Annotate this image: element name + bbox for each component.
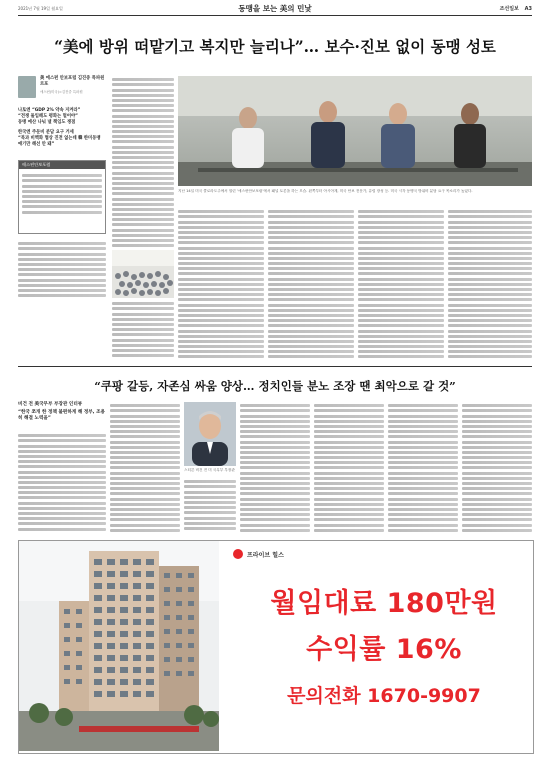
story1-text-col4	[358, 208, 444, 360]
sidebar-point: 나토엔 “GDP 2% 약속 지켜라”	[18, 108, 81, 113]
ad-yield-line: 수익률 16%	[306, 634, 462, 665]
story2-sub-kicker: 비건 전 美국무부 부장관 인터뷰	[18, 402, 83, 407]
sidebar-dateline: 애스펀(미국)=김진중 특파원	[40, 90, 83, 95]
story-divider	[18, 366, 532, 367]
ad-phone-line[interactable]: 문의전화 1670-9907	[287, 685, 481, 707]
audience-image	[112, 250, 174, 298]
sidebar-point: “전쟁 돌입해도 평화는 멀어야”	[18, 114, 78, 119]
paper-name: 조선일보	[499, 6, 519, 12]
ad-rent-line: 월임대료 180만원	[270, 588, 498, 619]
story1-text-col5	[448, 208, 532, 360]
sidebar-text	[18, 240, 106, 320]
story1-sidebar	[18, 76, 106, 356]
paper-and-page	[500, 5, 532, 12]
sidebar-box-body	[19, 169, 105, 233]
story2-headline: “쿠팡 갈등, 자존심 싸움 양상… 정치인들 분노 조장 땐 최악으로 갈 것”	[94, 379, 456, 393]
brand-logo-icon	[233, 549, 243, 559]
sidebar-box-title: 애스펀안보포럼	[19, 161, 105, 169]
panel-discussion-image	[178, 76, 532, 186]
page-number: A3	[524, 6, 532, 12]
brand-name: 프라이브 힐스	[247, 551, 284, 559]
sidebar-point: “북과 비핵화 협상 진전 없는데 韓 한미동맹 얘기만 해선 안 돼”	[18, 136, 101, 147]
story2-photo-caption: 스티븐 비건 전 미 국무부 부장관	[184, 468, 235, 472]
header-rule	[18, 15, 532, 16]
story1-text-col1	[112, 76, 174, 248]
sidebar-point: 한국엔 주둔비 분담 요구 거세	[18, 130, 74, 135]
story2-text-col5	[314, 402, 384, 532]
advertisement[interactable]	[18, 540, 534, 754]
sidebar-byline: 美 애스펀 안보포럼 김진중 특파원 르포	[40, 76, 105, 87]
story2-text-col3a	[184, 478, 236, 532]
story2-sub-block	[18, 402, 106, 422]
story2-text-col7	[462, 402, 532, 532]
byline-block	[18, 76, 106, 98]
story2-text-col6	[388, 402, 458, 532]
sidebar-points	[18, 108, 106, 148]
issue-date: 2021년 7월 19일 월요일	[18, 6, 63, 11]
story1-text-col2	[178, 208, 264, 360]
story2-text-col4	[240, 402, 310, 532]
sidebar-point: 동맹 예산 나눠 낼 책임도 쟁점	[18, 120, 76, 125]
story1-photo-caption: 지난 14일 미국 콜로라도주에서 열린 ‘애스펀안보포럼’에서 패널 토론을 하는 모습. 왼쪽부터 아시아계, 미국 안보 전문가, 유럽 장성 등. 미국 시각 동맹국 방위비 분담 요구 목소리가 높았다.	[178, 189, 473, 193]
reporter-photo	[18, 76, 36, 98]
story1-text-col3	[268, 208, 354, 360]
portrait-image	[184, 402, 236, 466]
ad-brand	[233, 549, 284, 559]
story1-photo	[178, 76, 532, 186]
building-illustration	[19, 541, 219, 751]
story1-crowd-photo	[112, 250, 174, 298]
story2-text-col2	[110, 402, 180, 532]
story1-headline: “美에 방위 떠맡기고 복지만 늘리나”… 보수·진보 없이 동맹 성토	[54, 37, 496, 56]
sidebar-box	[18, 160, 106, 234]
story2-text-col1	[18, 432, 106, 532]
section-title: 동맹을 보는 美의 민낯	[238, 4, 312, 13]
story2-sub-headline: “한국 쪼개 한 정책 불편하게 해 정부, 조용히 해결 노력을”	[18, 410, 105, 421]
story1-crowd-caption	[112, 300, 174, 360]
story2-portrait	[184, 402, 236, 466]
